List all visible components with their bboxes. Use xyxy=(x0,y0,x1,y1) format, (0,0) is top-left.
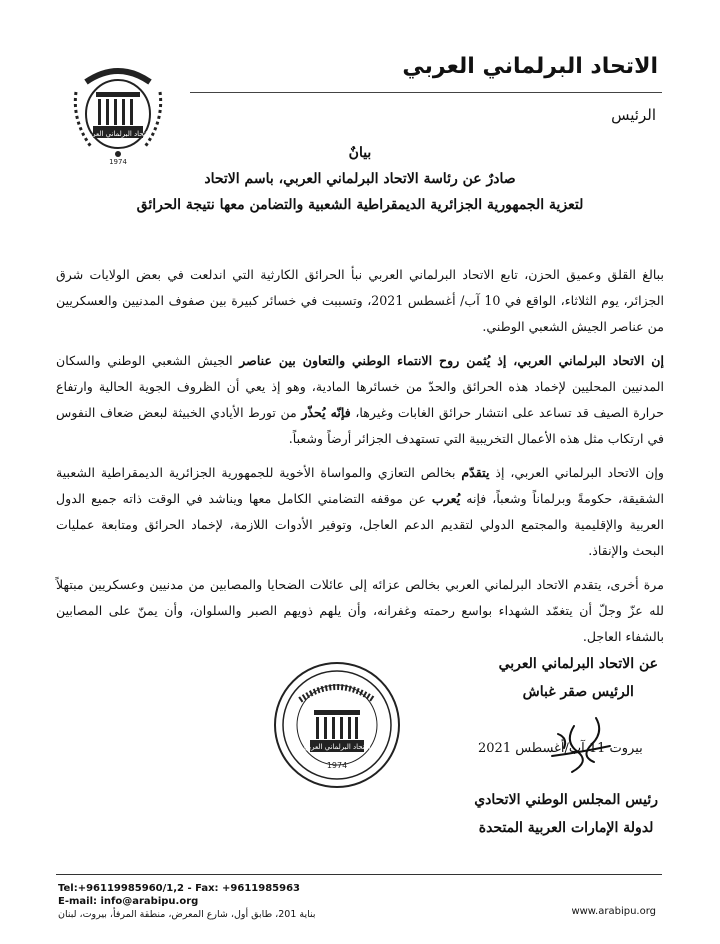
country-title: لدولة الإمارات العربية المتحدة xyxy=(478,820,654,836)
paragraph-3: وإن الاتحاد البرلماني العربي، إذ يتقدّم بخالص التعازي والمواساة الأخوية للجمهورية الجزائرية الديمقراطية الشعبية الشقيقة، حكومةً وبرلماناً وشعباً، فإنه يُعرب عن موقفه التضامني الكامل معها ويناشد في الوقت ذاته جميع الدول العربية والإقليمية والمجتمع الدولي لتقديم الدعم العاجل، وتوفير الأدوات اللازمة، لإخماد الحرائق ومتابعة عمليات البحث والإنقاذ. xyxy=(56,465,664,558)
svg-text:1974: 1974 xyxy=(326,761,348,770)
footer-address: بناية 201، طابق أول، شارع المعرض، منطقة المرفأ، بيروت، لبنان xyxy=(58,909,316,920)
footer-tel-fax: Tel:+96119985960/1,2 - Fax: +9611985963 xyxy=(58,883,300,894)
signature-title xyxy=(474,786,658,842)
signature-header xyxy=(499,650,658,706)
footer-contact xyxy=(58,882,316,921)
svg-text:الاتحاد البرلماني العربي: الاتحاد البرلماني العربي xyxy=(84,130,152,138)
paragraph-2: إن الاتحاد البرلماني العربي، إذ يُثمن روح الانتماء الوطني والتعاون بين عناصر الجيش الشعبي الوطني والسكان المدنيين المحليين لإخماد هذه الحرائق والحدّ من خسائرها المادية، وهو إذ يعي أن الظروف الجوية الحالية وارتفاع حرارة الصيف قد تساعد على انتشار حرائق الغابات وغيرها، فإنّه يُحذّر من تورط الأيادي الخبيثة لبعض ضعاف النفوس في ارتكاب مثل هذه الأعمال التخريبية التي تستهدف الجزائر أرضاً وشعباً. xyxy=(56,353,665,446)
statement-body xyxy=(56,262,664,658)
president-name: الرئيس صقر غباش xyxy=(522,684,634,700)
footer-email[interactable]: E-mail: info@arabipu.org xyxy=(58,896,199,907)
footer-website[interactable]: www.arabipu.org xyxy=(571,906,656,917)
paragraph-1: ببالغ القلق وعميق الحزن، تابع الاتحاد البرلماني العربي نبأ الحرائق الكارثية التي اندلعت في بعض الولايات شرق الجزائر، يوم الثلاثاء، الواقع في 10 آب/ أغسطس 2021، وتسببت في خسائر كبيرة بين صفوف المدنيين والعسكريين من عناصر الجيش الشعبي الوطني. xyxy=(56,267,664,334)
paragraph-4: مرة أخرى، يتقدم الاتحاد البرلماني العربي بخالص عزائه إلى عائلات الضحايا والمصابين من مدنيين وعسكريين مبتهلاً لله عزّ وجلّ أن يتغمّد الشهداء بواسع رحمته وغفرانه، وأن يلهم ذويهم الصبر والسلوان، وأن يمنّ على المصابين بالشفاء العاجل. xyxy=(56,577,664,644)
official-stamp xyxy=(272,660,402,790)
header-divider xyxy=(190,92,662,93)
title-line-1: بيانٌ xyxy=(348,145,372,161)
on-behalf-label: عن الاتحاد البرلماني العربي xyxy=(498,656,658,672)
footer-divider xyxy=(56,874,662,875)
president-label: الرئيس xyxy=(611,106,656,124)
org-name: الاتحاد البرلماني العربي xyxy=(402,54,658,79)
issue-date: بيروت 11 آب/أغسطس 2021 xyxy=(478,741,643,756)
svg-text:1974: 1974 xyxy=(109,158,127,166)
statement-title xyxy=(60,140,660,218)
council-title: رئيس المجلس الوطني الاتحادي xyxy=(474,792,658,808)
title-line-3: لتعزية الجمهورية الجزائرية الديمقراطية الشعبية والتضامن معها نتيجة الحرائق xyxy=(136,197,584,213)
title-line-2: صادرٌ عن رئاسة الاتحاد البرلماني العربي، باسم الاتحاد xyxy=(204,171,516,187)
svg-text:الاتحاد البرلماني العربي: الاتحاد البرلماني العربي xyxy=(303,743,371,751)
